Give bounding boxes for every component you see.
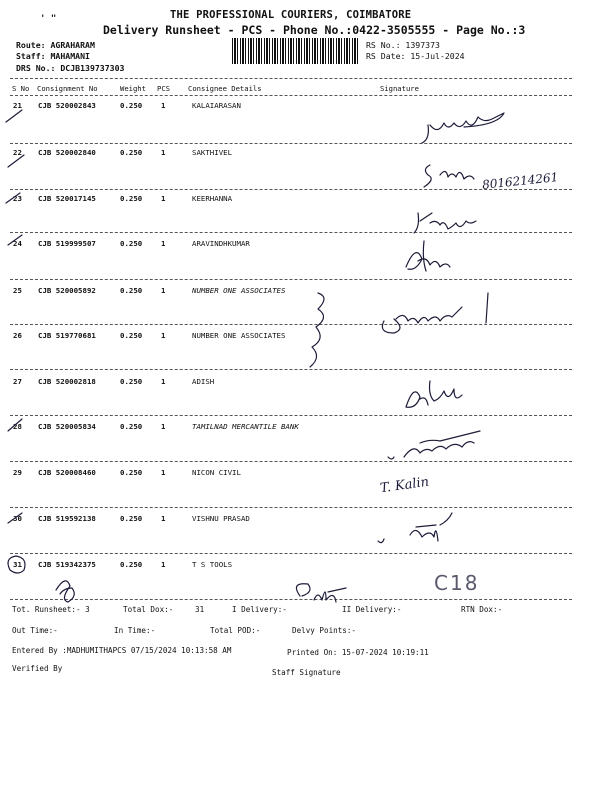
- row-weight: 0.250: [120, 331, 143, 340]
- verified-by-initials: [56, 581, 74, 602]
- col-header-pcs: PCS: [157, 84, 170, 93]
- row-weight: 0.250: [120, 101, 143, 110]
- row-weight: 0.250: [120, 148, 143, 157]
- rs-date: RS Date: 15-Jul-2024: [366, 51, 465, 61]
- row-weight: 0.250: [120, 422, 143, 431]
- row-sno: 28: [13, 422, 22, 431]
- row-pcs: 1: [161, 422, 166, 431]
- row-consignment-no: CJB 520002843: [38, 101, 96, 110]
- row-pcs: 1: [161, 377, 166, 386]
- staff-signature-label: Staff Signature: [272, 668, 341, 677]
- row-consignee: TAMILNAD MERCANTILE BANK: [192, 422, 299, 431]
- row-pcs: 1: [161, 148, 166, 157]
- tick-mark: [6, 110, 22, 122]
- row-sno: 29: [13, 468, 22, 477]
- total-dox-value: 31: [195, 605, 205, 614]
- signature-aravindh: [406, 241, 450, 271]
- tot-runsheet: Tot. Runsheet:- 3: [12, 605, 90, 614]
- row-consignment-no: CJB 520005892: [38, 286, 96, 295]
- tick-mark: [8, 155, 24, 167]
- company-name: THE PROFESSIONAL COURIERS, COIMBATORE: [170, 9, 412, 21]
- total-pod: Total POD:-: [210, 626, 261, 635]
- row-consignee: SAKTHIVEL: [192, 148, 233, 157]
- signature-vishnu: [378, 513, 452, 543]
- entered-by: Entered By :MADHUMITHAPCS 07/15/2024 10:13:58 AM: [12, 646, 232, 655]
- row-weight: 0.250: [120, 194, 143, 203]
- scribble-mark: [310, 293, 324, 367]
- row-pcs: 1: [161, 101, 166, 110]
- row-consignee: ARAVINDHKUMAR: [192, 239, 250, 248]
- row-sno: 25: [13, 286, 22, 295]
- row-sno: 27: [13, 377, 22, 386]
- signature-tmb: [388, 431, 480, 459]
- tick-mark: [8, 513, 22, 523]
- circled-number-mark: [8, 556, 25, 573]
- row-weight: 0.250: [120, 286, 143, 295]
- row-pcs: 1: [161, 560, 166, 569]
- row-sno: 24: [13, 239, 22, 248]
- row-consignment-no: CJB 519999507: [38, 239, 96, 248]
- handwritten-phone-note: 8016214261: [481, 170, 559, 192]
- route-label: Route: AGRAHARAM: [16, 40, 95, 50]
- drs-number: DRS No.: DCJB139737303: [16, 63, 125, 73]
- total-dox-label: Total Dox:-: [123, 605, 174, 614]
- row-weight: 0.250: [120, 377, 143, 386]
- col-header-signature: Signature: [380, 84, 419, 93]
- row-sno: 23: [13, 194, 22, 203]
- ii-delivery: II Delivery:-: [342, 605, 402, 614]
- row-consignment-no: CJB 520005834: [38, 422, 96, 431]
- row-consignment-no: CJB 520002840: [38, 148, 96, 157]
- tick-mark: [8, 235, 22, 245]
- row-pcs: 1: [161, 514, 166, 523]
- tick-mark: [6, 193, 20, 203]
- printed-on: Printed On: 15-07-2024 10:19:11: [287, 648, 429, 657]
- row-pcs: 1: [161, 286, 166, 295]
- signature-keerhanna: [414, 213, 476, 233]
- row-consignee: KEERHANNA: [192, 194, 233, 203]
- row-consignee: VISHNU PRASAD: [192, 514, 250, 523]
- rtn-dox: RTN Dox:-: [461, 605, 503, 614]
- row-consignee: NUMBER ONE ASSOCIATES: [192, 331, 286, 340]
- row-consignment-no: CJB 519342375: [38, 560, 96, 569]
- row-consignee: ADISH: [192, 377, 215, 386]
- scan-marks: ' ": [40, 14, 57, 24]
- row-sno: 30: [13, 514, 22, 523]
- row-weight: 0.250: [120, 514, 143, 523]
- row-consignment-no: CJB 519770681: [38, 331, 96, 340]
- row-weight: 0.250: [120, 468, 143, 477]
- row-sno: 31: [13, 560, 22, 569]
- col-header-consignee: Consignee Details: [188, 84, 262, 93]
- in-time: In Time:-: [114, 626, 156, 635]
- row-sno: 21: [13, 101, 22, 110]
- row-weight: 0.250: [120, 560, 143, 569]
- row-consignee: NICON CIVIL: [192, 468, 241, 477]
- row-consignment-no: CJB 520008460: [38, 468, 96, 477]
- col-header-sno: S No: [12, 84, 30, 93]
- row-consignee: KALAIARASAN: [192, 101, 241, 110]
- handwriting-layer: [0, 95, 600, 605]
- out-time: Out Time:-: [12, 626, 58, 635]
- col-header-weight: Weight: [120, 84, 146, 93]
- row-consignment-no: CJB 519592138: [38, 514, 96, 523]
- rs-number: RS No.: 1397373: [366, 40, 440, 50]
- handwritten-t-kalin: T. Kalin: [379, 474, 430, 497]
- row-consignment-no: CJB 520002818: [38, 377, 96, 386]
- col-header-consignment: Consignment No: [37, 84, 98, 93]
- row-consignee: NUMBER ONE ASSOCIATES: [192, 286, 286, 295]
- handwritten-c18: C18: [434, 571, 480, 595]
- tick-mark: [8, 419, 22, 431]
- row-sno: 22: [13, 148, 22, 157]
- row-pcs: 1: [161, 194, 166, 203]
- staff-label: Staff: MAHAMANI: [16, 51, 90, 61]
- signature-sakthivel: [424, 165, 474, 187]
- signature-number-one: [382, 293, 488, 333]
- signature-kalaiarasan: [422, 113, 504, 143]
- row-consignee: T S TOOLS: [192, 560, 233, 569]
- staff-signature-mark: [296, 584, 346, 602]
- runsheet-title: Delivery Runsheet - PCS - Phone No.:0422-3505555 - Page No.:3: [103, 23, 526, 37]
- row-consignment-no: CJB 520017145: [38, 194, 96, 203]
- delvy-points: Delvy Points:-: [292, 626, 357, 635]
- i-delivery: I Delivery:-: [232, 605, 287, 614]
- row-weight: 0.250: [120, 239, 143, 248]
- table-top-rule: [10, 78, 572, 79]
- barcode-image: [232, 38, 360, 64]
- row-pcs: 1: [161, 331, 166, 340]
- signature-adish: [406, 381, 462, 407]
- row-pcs: 1: [161, 468, 166, 477]
- verified-by-label: Verified By: [12, 664, 63, 673]
- row-pcs: 1: [161, 239, 166, 248]
- row-sno: 26: [13, 331, 22, 340]
